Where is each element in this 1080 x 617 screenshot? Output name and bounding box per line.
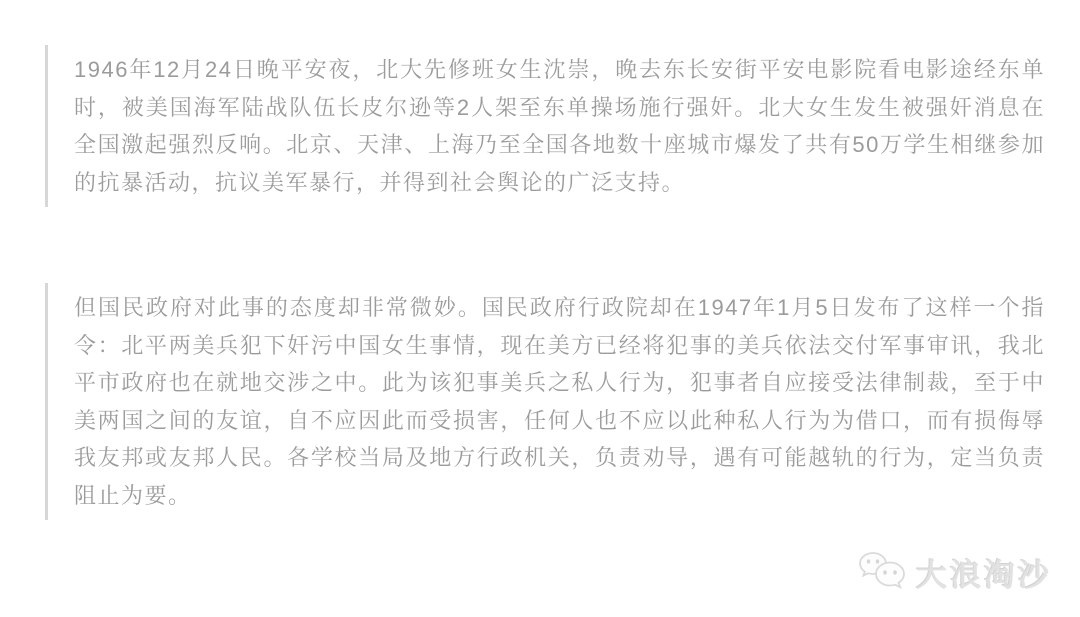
quote-paragraph-2: 但国民政府对此事的态度却非常微妙。国民政府行政院却在1947年1月5日发布了这样一个指令：北平两美兵犯下奸污中国女生事情，现在美方已经将犯事的美兵依法交付军事审讯，我北平市政府也在就地交涉之中。此为该犯事美兵之私人行为，犯事者自应接受法律制裁，至于中美两国之间的友谊，自不应因此而受损害，任何人也不应以此种私人行为为借口，而有损侮辱我友邦或友邦人民。各学校当局及地方行政机关，负责劝导，遇有可能越轨的行为，定当负责阻止为要。 [45, 283, 1045, 520]
wechat-icon [858, 551, 906, 595]
article-content [45, 45, 1045, 520]
watermark [858, 550, 1052, 595]
quote-paragraph-1: 1946年12月24日晚平安夜，北大先修班女生沈崇，晚去东长安街平安电影院看电影途经东单时，被美国海军陆战队伍长皮尔逊等2人架至东单操场施行强奸。北大女生发生被强奸消息在全国激起强烈反响。北京、天津、上海乃至全国各地数十座城市爆发了共有50万学生相继参加的抗暴活动，抗议美军暴行，并得到社会舆论的广泛支持。 [45, 45, 1045, 207]
watermark-label: 大浪淘沙 [916, 558, 1052, 593]
